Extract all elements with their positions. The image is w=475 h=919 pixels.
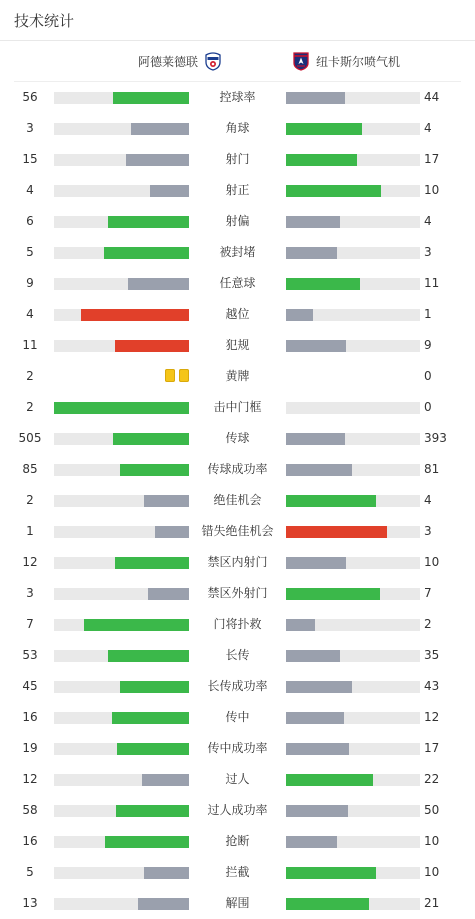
away-bar (286, 433, 345, 445)
home-bar (155, 526, 189, 538)
home-value: 2 (26, 369, 34, 383)
stat-row (0, 733, 475, 764)
home-value: 58 (22, 803, 38, 817)
away-bar (286, 867, 376, 879)
away-bar (286, 340, 346, 352)
yellow-card-icon (179, 369, 189, 382)
home-value: 4 (26, 307, 34, 321)
stat-row (0, 671, 475, 702)
stat-label: 被封堵 (219, 245, 256, 259)
home-value: 5 (26, 865, 34, 879)
stat-label: 门将扑救 (213, 617, 262, 631)
away-bar (286, 836, 337, 848)
away-value: 10 (424, 865, 440, 879)
away-value: 7 (424, 586, 432, 600)
away-value: 9 (424, 338, 432, 352)
stat-row (0, 888, 475, 919)
away-bar (286, 898, 369, 910)
stat-label: 抢断 (225, 834, 250, 848)
away-bar (286, 681, 352, 693)
stat-label: 长传成功率 (207, 679, 268, 693)
away-bar (286, 309, 313, 321)
away-bar (286, 216, 340, 228)
away-value: 43 (424, 679, 440, 693)
stat-label: 射门 (225, 152, 250, 166)
away-bar-track (286, 526, 420, 538)
home-bar-track (54, 743, 189, 755)
away-bar (286, 743, 349, 755)
home-bar-track (54, 185, 189, 197)
home-bar (108, 216, 189, 228)
away-bar-track (286, 92, 420, 104)
away-value: 10 (424, 183, 440, 197)
away-bar-track (286, 898, 420, 910)
stat-label: 解围 (225, 896, 250, 910)
stat-row (0, 175, 475, 206)
home-bar-track (54, 774, 189, 786)
away-value: 4 (424, 214, 432, 228)
home-bar (126, 154, 189, 166)
away-team[interactable] (292, 41, 400, 81)
home-value: 85 (22, 462, 38, 476)
newcastle-jets-crest-icon (292, 51, 310, 71)
stat-label: 传球成功率 (207, 462, 268, 476)
teams-row (14, 41, 461, 82)
away-bar (286, 92, 345, 104)
home-value: 2 (26, 493, 34, 507)
stat-row (0, 795, 475, 826)
stat-label: 射正 (225, 183, 250, 197)
home-bar (115, 557, 189, 569)
home-value: 45 (22, 679, 38, 693)
home-value: 6 (26, 214, 34, 228)
home-bar (115, 340, 189, 352)
stat-label: 错失绝佳机会 (201, 524, 274, 538)
away-value: 17 (424, 152, 440, 166)
away-bar-track (286, 588, 420, 600)
stat-label: 任意球 (219, 276, 256, 290)
stats-header (0, 0, 475, 41)
home-bar-track (54, 588, 189, 600)
stat-row (0, 702, 475, 733)
home-bar (113, 92, 189, 104)
home-value: 19 (22, 741, 38, 755)
home-bar (108, 650, 189, 662)
away-bar-track (286, 402, 420, 414)
home-bar (117, 743, 189, 755)
stat-row (0, 268, 475, 299)
away-bar (286, 495, 376, 507)
away-bar-track (286, 557, 420, 569)
yellow-cards (165, 369, 189, 382)
home-bar-track (54, 805, 189, 817)
away-value: 35 (424, 648, 440, 662)
home-bar (113, 433, 189, 445)
away-bar-track (286, 123, 420, 135)
page-title: 技术统计 (14, 11, 75, 30)
home-value: 1 (26, 524, 34, 538)
stat-row (0, 299, 475, 330)
home-bar-track (54, 495, 189, 507)
stat-row (0, 578, 475, 609)
stat-row (0, 826, 475, 857)
away-bar-track (286, 867, 420, 879)
stats-list (0, 82, 475, 919)
away-bar-track (286, 495, 420, 507)
stat-label: 越位 (225, 307, 250, 321)
home-bar (144, 867, 189, 879)
away-value: 0 (424, 400, 432, 414)
away-value: 393 (424, 431, 447, 445)
away-bar (286, 712, 344, 724)
home-bar-track (54, 340, 189, 352)
away-value: 22 (424, 772, 440, 786)
home-value: 9 (26, 276, 34, 290)
home-bar-track (54, 836, 189, 848)
home-bar-track (54, 247, 189, 259)
stat-label: 传球 (225, 431, 250, 445)
stat-row (0, 547, 475, 578)
stat-row (0, 423, 475, 454)
home-bar (105, 836, 189, 848)
home-bar-track (54, 464, 189, 476)
home-value: 3 (26, 586, 34, 600)
away-bar-track (286, 247, 420, 259)
stat-label: 传中 (225, 710, 250, 724)
away-bar-track (286, 185, 420, 197)
stat-label: 射偏 (225, 214, 250, 228)
stat-row (0, 113, 475, 144)
home-bar-track (54, 123, 189, 135)
home-bar-track (54, 650, 189, 662)
away-bar-track (286, 278, 420, 290)
away-bar-track (286, 340, 420, 352)
stat-row (0, 857, 475, 888)
away-value: 4 (424, 121, 432, 135)
stat-label: 绝佳机会 (213, 493, 262, 507)
away-value: 10 (424, 834, 440, 848)
home-bar (144, 495, 189, 507)
stat-label: 禁区外射门 (207, 586, 268, 600)
home-bar-track (54, 154, 189, 166)
stat-label: 禁区内射门 (207, 555, 268, 569)
home-bar-track (54, 898, 189, 910)
home-bar-track (54, 278, 189, 290)
home-value: 53 (22, 648, 38, 662)
home-bar-track (54, 216, 189, 228)
stat-row (0, 237, 475, 268)
away-value: 21 (424, 896, 440, 910)
home-bar-track (54, 402, 189, 414)
away-bar-track (286, 805, 420, 817)
home-bar-track (54, 309, 189, 321)
away-value: 11 (424, 276, 440, 290)
away-bar-track (286, 836, 420, 848)
away-value: 4 (424, 493, 432, 507)
home-bar (104, 247, 189, 259)
home-bar-track (54, 712, 189, 724)
home-bar-track (54, 433, 189, 445)
away-team-name: 纽卡斯尔喷气机 (316, 54, 401, 69)
stat-row (0, 392, 475, 423)
stat-label: 犯规 (225, 338, 250, 352)
home-value: 11 (22, 338, 38, 352)
away-bar (286, 526, 387, 538)
home-bar (84, 619, 189, 631)
home-bar (142, 774, 189, 786)
away-bar (286, 774, 373, 786)
home-bar-track (54, 619, 189, 631)
away-bar (286, 464, 352, 476)
away-bar (286, 278, 360, 290)
away-bar (286, 619, 315, 631)
stat-row (0, 330, 475, 361)
stat-row (0, 764, 475, 795)
home-team-name: 阿德莱德联 (137, 54, 198, 69)
away-value: 44 (424, 90, 440, 104)
home-value: 15 (22, 152, 38, 166)
away-bar-track (286, 619, 420, 631)
away-bar-track (286, 464, 420, 476)
home-value: 12 (22, 555, 38, 569)
home-bar (128, 278, 189, 290)
home-value: 12 (22, 772, 38, 786)
away-value: 2 (424, 617, 432, 631)
home-bar-track (54, 92, 189, 104)
away-value: 3 (424, 524, 432, 538)
home-value: 16 (22, 834, 38, 848)
away-bar-track (286, 681, 420, 693)
away-value: 3 (424, 245, 432, 259)
away-value: 0 (424, 369, 432, 383)
stat-label: 拦截 (225, 865, 250, 879)
home-bar-track (54, 867, 189, 879)
stat-label: 黄牌 (225, 369, 250, 383)
away-bar (286, 805, 348, 817)
stat-row (0, 609, 475, 640)
home-value: 2 (26, 400, 34, 414)
home-value: 16 (22, 710, 38, 724)
stat-row (0, 206, 475, 237)
home-team[interactable] (138, 41, 222, 81)
away-bar-track (286, 743, 420, 755)
home-value: 3 (26, 121, 34, 135)
away-value: 17 (424, 741, 440, 755)
away-bar (286, 650, 340, 662)
stat-label: 角球 (225, 121, 250, 135)
stat-row (0, 144, 475, 175)
away-bar-track (286, 433, 420, 445)
home-bar (131, 123, 189, 135)
away-bar-track (286, 650, 420, 662)
home-value: 505 (18, 431, 42, 445)
stat-row (0, 361, 475, 392)
away-bar (286, 123, 362, 135)
home-bar-track (54, 681, 189, 693)
home-bar (112, 712, 189, 724)
stat-row (0, 516, 475, 547)
adelaide-united-crest-icon (204, 51, 222, 71)
home-bar (54, 402, 189, 414)
away-bar-track (286, 309, 420, 321)
home-bar (148, 588, 189, 600)
away-value: 1 (424, 307, 432, 321)
away-bar (286, 154, 357, 166)
away-bar-track (286, 712, 420, 724)
away-bar (286, 588, 380, 600)
stat-row (0, 454, 475, 485)
away-bar (286, 185, 381, 197)
stat-label: 击中门框 (213, 400, 262, 414)
away-value: 81 (424, 462, 440, 476)
home-bar (120, 681, 189, 693)
home-bar-track (54, 557, 189, 569)
stat-label: 过人 (225, 772, 250, 786)
home-bar (116, 805, 189, 817)
home-value: 5 (26, 245, 34, 259)
home-value: 4 (26, 183, 34, 197)
home-bar-track (54, 526, 189, 538)
home-bar (120, 464, 189, 476)
home-value: 13 (22, 896, 38, 910)
stat-label: 过人成功率 (207, 803, 268, 817)
away-value: 50 (424, 803, 440, 817)
away-value: 10 (424, 555, 440, 569)
away-bar-track (286, 154, 420, 166)
home-value: 7 (26, 617, 34, 631)
away-bar-track (286, 216, 420, 228)
stat-label: 长传 (225, 648, 250, 662)
stat-label: 控球率 (219, 90, 256, 104)
home-bar (138, 898, 189, 910)
away-bar (286, 247, 337, 259)
home-bar (150, 185, 189, 197)
away-bar-track (286, 774, 420, 786)
stat-label: 传中成功率 (207, 741, 268, 755)
away-value: 12 (424, 710, 440, 724)
stat-row (0, 485, 475, 516)
home-bar (81, 309, 189, 321)
stat-row (0, 640, 475, 671)
away-bar (286, 557, 346, 569)
yellow-card-icon (165, 369, 175, 382)
stat-row (0, 82, 475, 113)
home-value: 56 (22, 90, 38, 104)
